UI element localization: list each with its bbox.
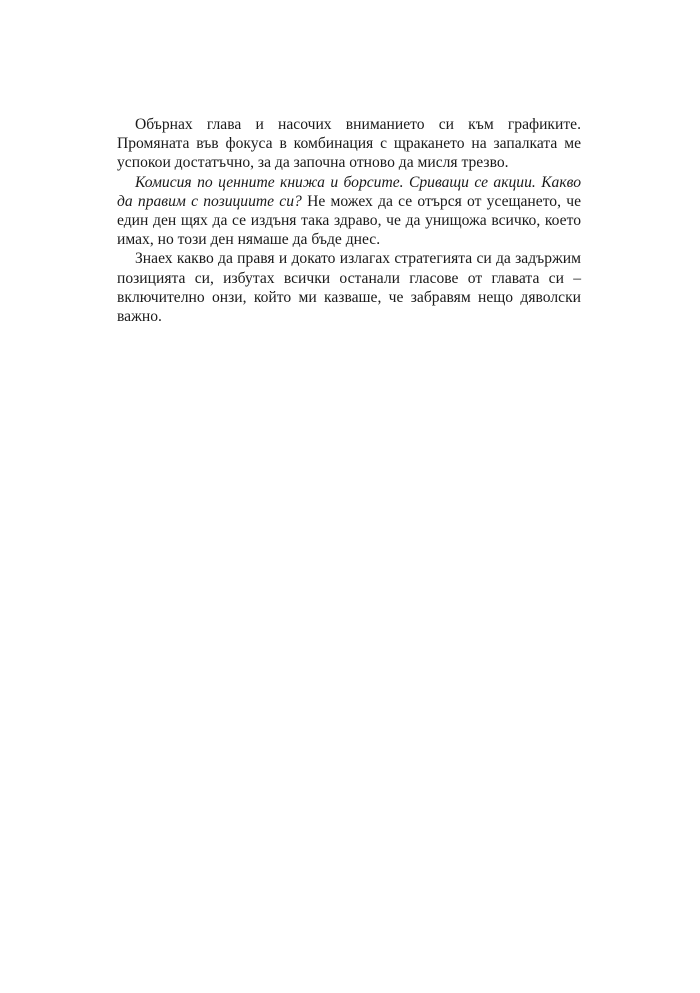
paragraph-3-text: Знаех какво да правя и докато излагах стратегията си да задържим позицията си, избутах всички останали гласове от главата си – включително онзи, който ми казваше, че забравям нещо дяволски важно. <box>117 250 581 326</box>
body-text <box>117 115 581 326</box>
paragraph-1-text: Обърнах глава и насочих вниманието си към графиките. Промяната във фокуса в комбинация с щракането на запалката ме успокои достатъчно, за да започна отново да мисля трезво. <box>117 116 581 172</box>
paragraph-2-text: Не можех да се отърся от усещането, че един ден щях да се издъня така здраво, че да унищожа всичко, което имах, но този ден нямаше да бъде днес. <box>117 192 582 249</box>
paragraph-1 <box>117 115 581 173</box>
paragraph-2 <box>117 173 581 250</box>
paragraph-2-italic: Комисия по ценните книжа и борсите. Сриващи се акции. Какво да правим с позициите си? <box>117 173 581 210</box>
paragraph-3 <box>117 249 581 326</box>
